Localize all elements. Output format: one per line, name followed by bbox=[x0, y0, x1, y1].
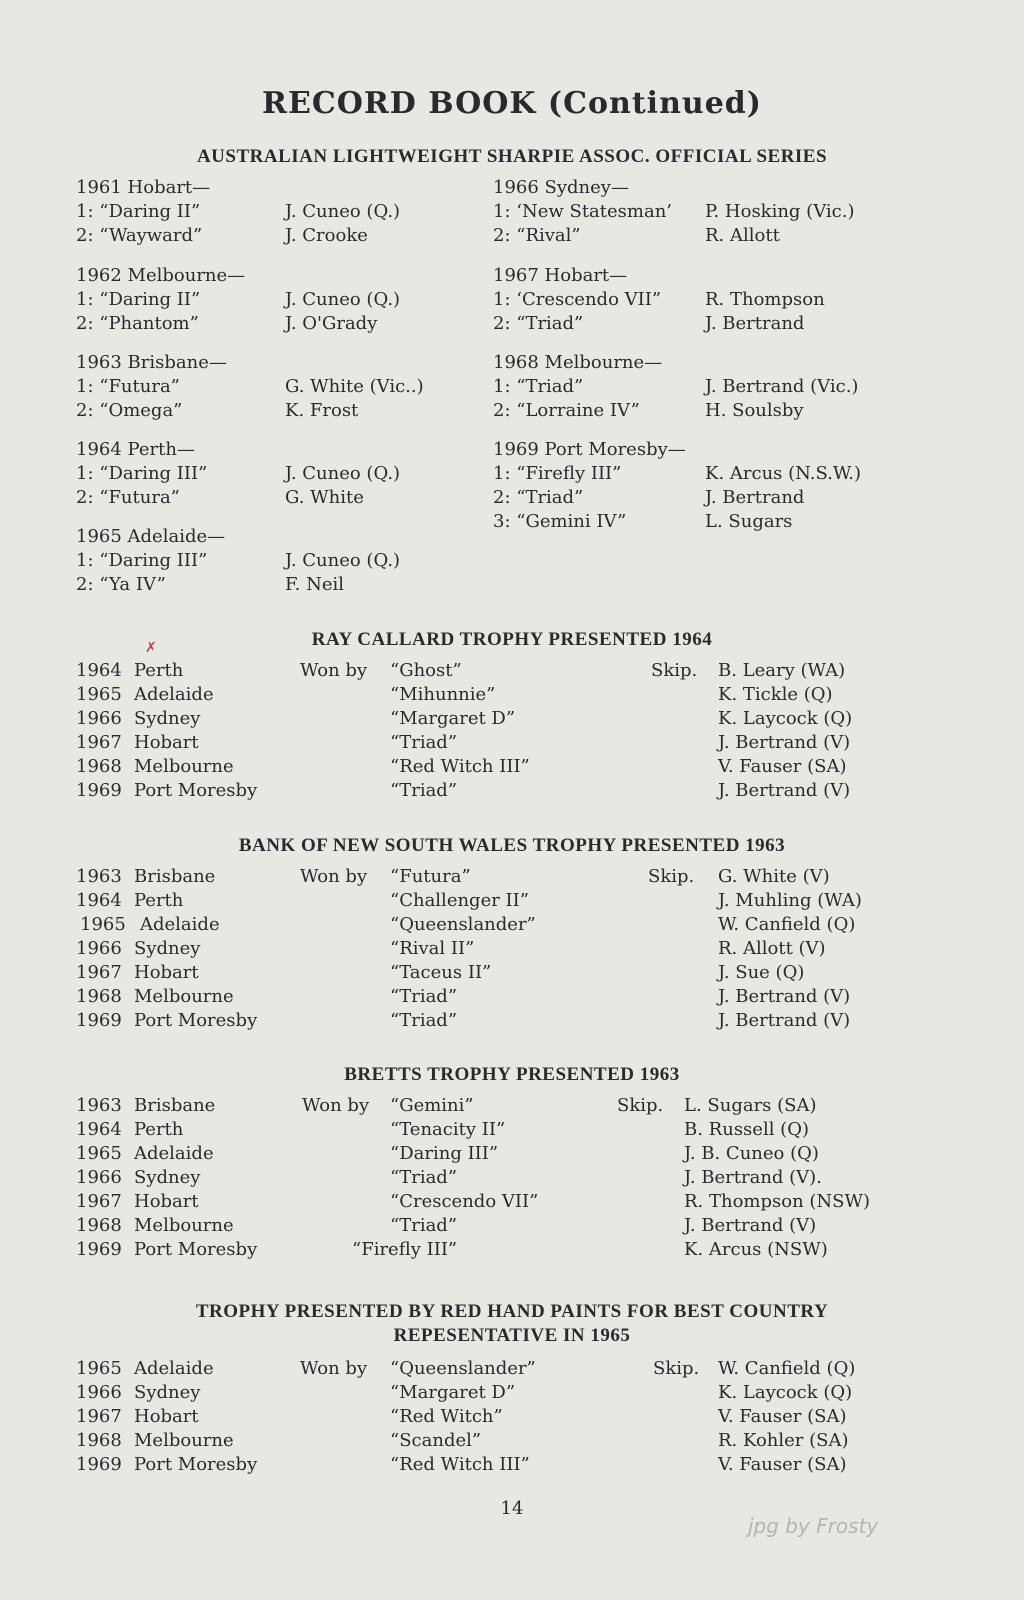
trophy-boat: “Mihunnie” bbox=[390, 684, 496, 705]
trophy-skipper: W. Canfield (Q) bbox=[718, 914, 856, 935]
trophy-venue: Port Moresby bbox=[134, 780, 258, 801]
series-place: 1: “Daring III” bbox=[76, 463, 208, 484]
trophy-venue: Sydney bbox=[134, 1382, 201, 1403]
trophy-year: 1963 bbox=[76, 866, 122, 887]
series-place: 2: “Wayward” bbox=[76, 225, 203, 246]
trophy-skipper: V. Fauser (SA) bbox=[718, 756, 847, 777]
trophy-year: 1969 bbox=[76, 1454, 122, 1475]
trophy-boat: “Firefly III” bbox=[352, 1239, 458, 1260]
trophy-year: 1967 bbox=[76, 1406, 122, 1427]
trophy-venue: Sydney bbox=[134, 1167, 201, 1188]
trophy-venue: Hobart bbox=[134, 1406, 199, 1427]
trophy-boat: “Rival II” bbox=[390, 938, 475, 959]
trophy-skipper: R. Thompson (NSW) bbox=[684, 1191, 871, 1212]
trophy-year: 1965 bbox=[76, 1358, 122, 1379]
trophy-skipper: J. Bertrand (V). bbox=[684, 1167, 822, 1188]
trophy-skipper: V. Fauser (SA) bbox=[718, 1454, 847, 1475]
trophy-venue: Melbourne bbox=[134, 1430, 234, 1451]
series-skipper: J. Bertrand bbox=[705, 313, 805, 334]
series-place: 1: “Daring III” bbox=[76, 550, 208, 571]
won-by-label: Won by bbox=[300, 660, 368, 681]
trophy-venue: Hobart bbox=[134, 1191, 199, 1212]
series-place: 1: “Daring II” bbox=[76, 289, 201, 310]
trophy-boat: “Challenger II” bbox=[390, 890, 529, 911]
trophy-skipper: J. Muhling (WA) bbox=[718, 890, 862, 911]
series-place: 1: ‘New Statesman’ bbox=[493, 201, 673, 222]
trophy-boat: “Futura” bbox=[390, 866, 471, 887]
trophy-boat: “Red Witch” bbox=[390, 1406, 503, 1427]
trophy-year: 1967 bbox=[76, 962, 122, 983]
series-event: 1969 Port Moresby— bbox=[493, 439, 686, 460]
trophy-skipper: G. White (V) bbox=[718, 866, 830, 887]
series-event: 1965 Adelaide— bbox=[76, 526, 226, 547]
trophy-skipper: J. B. Cuneo (Q) bbox=[684, 1143, 819, 1164]
trophy-year: 1963 bbox=[76, 1095, 122, 1116]
trophy-year: 1966 bbox=[76, 938, 122, 959]
won-by-label: Won by bbox=[300, 1358, 368, 1379]
series-heading: AUSTRALIAN LIGHTWEIGHT SHARPIE ASSOC. OFFICIAL SERIES bbox=[196, 146, 828, 167]
trophy-year: 1966 bbox=[76, 708, 122, 729]
trophy-year: 1964 bbox=[76, 660, 122, 681]
series-skipper: J. Cuneo (Q.) bbox=[285, 201, 401, 222]
series-event: 1962 Melbourne— bbox=[76, 265, 246, 286]
trophy-heading: RAY CALLARD TROPHY PRESENTED 1964 bbox=[311, 629, 713, 650]
trophy-boat: “Red Witch III” bbox=[390, 1454, 530, 1475]
series-place: 1: “Futura” bbox=[76, 376, 180, 397]
skip-label: Skip. bbox=[653, 1358, 700, 1379]
series-place: 3: “Gemini IV” bbox=[493, 511, 627, 532]
trophy-skipper: V. Fauser (SA) bbox=[718, 1406, 847, 1427]
series-place: 2: “Ya IV” bbox=[76, 574, 166, 595]
trophy-boat: “Queenslander” bbox=[390, 914, 536, 935]
trophy-skipper: K. Tickle (Q) bbox=[718, 684, 833, 705]
series-place: 1: “Daring II” bbox=[76, 201, 201, 222]
trophy-heading: BRETTS TROPHY PRESENTED 1963 bbox=[344, 1064, 680, 1085]
trophy-year: 1968 bbox=[76, 986, 122, 1007]
trophy-heading-line2: REPESENTATIVE IN 1965 bbox=[393, 1325, 631, 1346]
trophy-year: 1969 bbox=[76, 1239, 122, 1260]
trophy-skipper: B. Leary (WA) bbox=[718, 660, 846, 681]
trophy-boat: “Queenslander” bbox=[390, 1358, 536, 1379]
trophy-boat: “Scandel” bbox=[390, 1430, 482, 1451]
trophy-skipper: J. Bertrand (V) bbox=[718, 986, 851, 1007]
series-place: 2: “Lorraine IV” bbox=[493, 400, 640, 421]
series-event: 1967 Hobart— bbox=[493, 265, 628, 286]
series-event: 1968 Melbourne— bbox=[493, 352, 663, 373]
trophy-venue: Melbourne bbox=[134, 986, 234, 1007]
trophy-venue: Melbourne bbox=[134, 756, 234, 777]
trophy-year: 1967 bbox=[76, 732, 122, 753]
trophy-venue: Perth bbox=[134, 1119, 184, 1140]
series-skipper: J. O'Grady bbox=[285, 313, 378, 334]
trophy-boat: “Margaret D” bbox=[390, 708, 516, 729]
series-place: 2: “Omega” bbox=[76, 400, 183, 421]
trophy-heading: BANK OF NEW SOUTH WALES TROPHY PRESENTED 1963 bbox=[238, 835, 786, 856]
trophy-boat: “Daring III” bbox=[390, 1143, 499, 1164]
trophy-venue: Hobart bbox=[134, 732, 199, 753]
skip-label: Skip. bbox=[648, 866, 695, 887]
trophy-venue: Adelaide bbox=[140, 914, 220, 935]
page-title: RECORD BOOK (Continued) bbox=[262, 86, 762, 121]
series-skipper: J. Cuneo (Q.) bbox=[285, 289, 401, 310]
series-skipper: K. Arcus (N.S.W.) bbox=[705, 463, 861, 484]
ink-mark: ✗ bbox=[145, 640, 157, 656]
trophy-boat: “Margaret D” bbox=[390, 1382, 516, 1403]
series-event: 1966 Sydney— bbox=[493, 177, 629, 198]
trophy-year: 1968 bbox=[76, 756, 122, 777]
trophy-skipper: J. Sue (Q) bbox=[718, 962, 805, 983]
series-place: 2: “Phantom” bbox=[76, 313, 199, 334]
trophy-venue: Sydney bbox=[134, 938, 201, 959]
trophy-venue: Perth bbox=[134, 660, 184, 681]
series-event: 1961 Hobart— bbox=[76, 177, 211, 198]
trophy-boat: “Triad” bbox=[390, 780, 458, 801]
series-place: 2: “Triad” bbox=[493, 487, 584, 508]
trophy-year: 1969 bbox=[76, 780, 122, 801]
trophy-venue: Adelaide bbox=[134, 684, 214, 705]
won-by-label: Won by bbox=[302, 1095, 370, 1116]
trophy-year: 1965 bbox=[76, 1143, 122, 1164]
trophy-skipper: J. Bertrand (V) bbox=[718, 1010, 851, 1031]
trophy-venue: Melbourne bbox=[134, 1215, 234, 1236]
trophy-skipper: J. Bertrand (V) bbox=[718, 780, 851, 801]
series-skipper: R. Allott bbox=[705, 225, 780, 246]
trophy-skipper: B. Russell (Q) bbox=[684, 1119, 809, 1140]
trophy-skipper: W. Canfield (Q) bbox=[718, 1358, 856, 1379]
series-skipper: P. Hosking (Vic.) bbox=[705, 201, 855, 222]
trophy-year: 1965 bbox=[80, 914, 126, 935]
trophy-venue: Port Moresby bbox=[134, 1454, 258, 1475]
series-skipper: F. Neil bbox=[285, 574, 345, 595]
trophy-boat: “Triad” bbox=[390, 1215, 458, 1236]
trophy-venue: Hobart bbox=[134, 962, 199, 983]
trophy-venue: Sydney bbox=[134, 708, 201, 729]
series-place: 1: “Triad” bbox=[493, 376, 584, 397]
series-place: 1: “Firefly III” bbox=[493, 463, 622, 484]
trophy-venue: Brisbane bbox=[134, 866, 216, 887]
series-skipper: J. Bertrand bbox=[705, 487, 805, 508]
trophy-skipper: K. Arcus (NSW) bbox=[684, 1239, 828, 1260]
series-skipper: G. White (Vic..) bbox=[285, 376, 424, 397]
trophy-boat: “Taceus II” bbox=[390, 962, 492, 983]
series-skipper: L. Sugars bbox=[705, 511, 793, 532]
trophy-boat: “Triad” bbox=[390, 986, 458, 1007]
trophy-boat: “Crescendo VII” bbox=[390, 1191, 539, 1212]
series-skipper: J. Cuneo (Q.) bbox=[285, 463, 401, 484]
skip-label: Skip. bbox=[651, 660, 698, 681]
trophy-venue: Adelaide bbox=[134, 1143, 214, 1164]
trophy-year: 1969 bbox=[76, 1010, 122, 1031]
trophy-boat: “Triad” bbox=[390, 1167, 458, 1188]
series-place: 1: ‘Crescendo VII” bbox=[493, 289, 662, 310]
trophy-year: 1964 bbox=[76, 890, 122, 911]
series-place: 2: “Rival” bbox=[493, 225, 581, 246]
trophy-year: 1964 bbox=[76, 1119, 122, 1140]
trophy-skipper: J. Bertrand (V) bbox=[684, 1215, 817, 1236]
trophy-venue: Adelaide bbox=[134, 1358, 214, 1379]
trophy-heading: TROPHY PRESENTED BY RED HAND PAINTS FOR BEST COUNTRY bbox=[195, 1301, 829, 1322]
trophy-boat: “Tenacity II” bbox=[390, 1119, 506, 1140]
watermark: jpg by Frosty bbox=[748, 1514, 879, 1538]
trophy-year: 1965 bbox=[76, 684, 122, 705]
trophy-venue: Port Moresby bbox=[134, 1239, 258, 1260]
series-skipper: J. Crooke bbox=[285, 225, 368, 246]
skip-label: Skip. bbox=[617, 1095, 664, 1116]
trophy-year: 1968 bbox=[76, 1430, 122, 1451]
series-skipper: J. Cuneo (Q.) bbox=[285, 550, 401, 571]
trophy-venue: Perth bbox=[134, 890, 184, 911]
trophy-skipper: K. Laycock (Q) bbox=[718, 1382, 853, 1403]
trophy-skipper: J. Bertrand (V) bbox=[718, 732, 851, 753]
series-skipper: H. Soulsby bbox=[705, 400, 804, 421]
series-event: 1964 Perth— bbox=[76, 439, 195, 460]
series-skipper: K. Frost bbox=[285, 400, 359, 421]
trophy-boat: “Triad” bbox=[390, 1010, 458, 1031]
series-place: 2: “Futura” bbox=[76, 487, 180, 508]
trophy-venue: Port Moresby bbox=[134, 1010, 258, 1031]
trophy-boat: “Red Witch III” bbox=[390, 756, 530, 777]
trophy-year: 1966 bbox=[76, 1167, 122, 1188]
trophy-boat: “Triad” bbox=[390, 732, 458, 753]
trophy-skipper: L. Sugars (SA) bbox=[684, 1095, 817, 1116]
series-skipper: J. Bertrand (Vic.) bbox=[705, 376, 859, 397]
series-event: 1963 Brisbane— bbox=[76, 352, 227, 373]
trophy-skipper: R. Allott (V) bbox=[718, 938, 826, 959]
trophy-skipper: R. Kohler (SA) bbox=[718, 1430, 849, 1451]
trophy-year: 1968 bbox=[76, 1215, 122, 1236]
series-skipper: G. White bbox=[285, 487, 364, 508]
series-skipper: R. Thompson bbox=[705, 289, 825, 310]
trophy-venue: Brisbane bbox=[134, 1095, 216, 1116]
trophy-boat: “Ghost” bbox=[390, 660, 462, 681]
trophy-boat: “Gemini” bbox=[390, 1095, 474, 1116]
trophy-year: 1967 bbox=[76, 1191, 122, 1212]
series-place: 2: “Triad” bbox=[493, 313, 584, 334]
page-number: 14 bbox=[500, 1498, 524, 1519]
trophy-year: 1966 bbox=[76, 1382, 122, 1403]
won-by-label: Won by bbox=[300, 866, 368, 887]
trophy-skipper: K. Laycock (Q) bbox=[718, 708, 853, 729]
